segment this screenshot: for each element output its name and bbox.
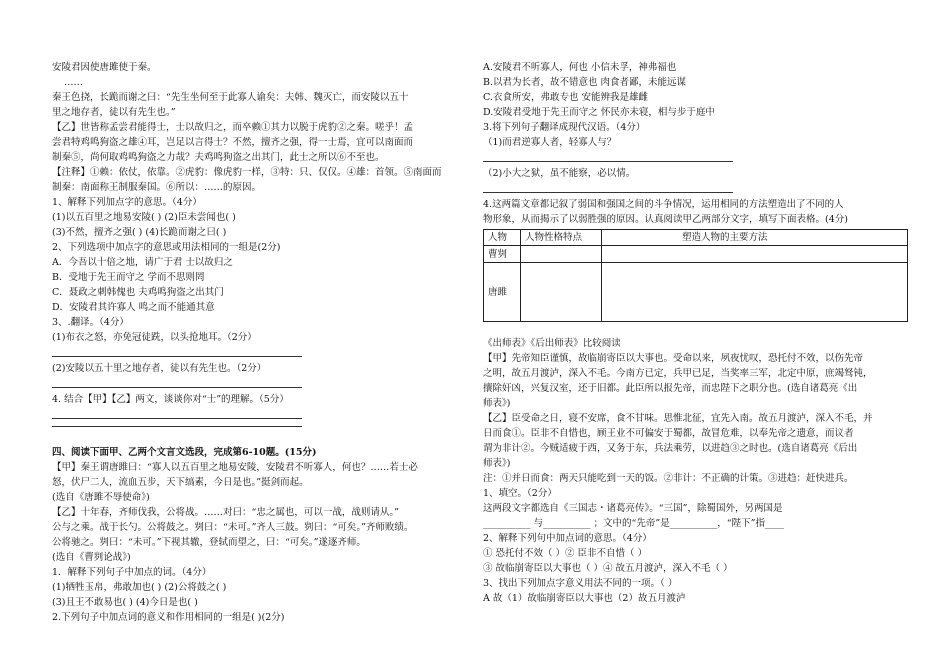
table-header-cell: 塑造人物的主要方法 (602, 230, 908, 246)
answer-cell[interactable] (521, 263, 602, 322)
fill-blank-line: __________ 与__________ ；文中的“先帝”是__________，“陛下”指____ (483, 518, 784, 529)
text-line: 制秦⑤，尚何取鸡鸣狗盗之力哉？夫鸡鸣狗盗之出其门，此士之所以⑥不至也。 (52, 152, 385, 163)
source-line: (选自《唐雎不辱使命》) (52, 492, 150, 503)
text-line: 公与之乘。战于长勺。公将鼓之。刿曰：“未可。”齐人三鼓。刿曰：“可矣。”齐师败绩。 (52, 522, 414, 533)
question-heading: 1、解释下列加点字的意思。（4分） (52, 197, 202, 208)
option-line: A 故（1）故临崩寄臣以大事也（2）故五月渡泸 (483, 593, 686, 604)
text-line: 【注释】①赖：依仗，依靠。②虎豹：像虎豹一样，③特：只、仅仅。④雄：首领。⑤南面而 (52, 167, 442, 178)
text-line: (1)以五百里之地易安陵( ) (2)臣未尝闻也( ) (52, 212, 236, 223)
option-line: C．聂政之刺韩傀也 夫鸡鸣狗盗之出其门 (52, 287, 224, 298)
table-row (484, 246, 908, 263)
table-header-cell: 人物 (484, 230, 521, 246)
text-line: (3)不然，擅齐之强( ) (4)长跪而谢之曰( ) (52, 227, 227, 238)
text-line: 物形象，从而揭示了以弱胜强的原因。认真阅读甲乙两部分文字，填写下面表格。(4分) (483, 214, 848, 225)
text-line: 怒，伏尸二人，流血五步，天下缟素，今日是也。”挺剑而起。 (52, 477, 309, 488)
table-header-cell: 人物性格特点 (521, 230, 602, 246)
text-line: 【甲】秦王谓唐雎曰：“寡人以五百里之地易安陵，安陵君不听寡人，何也？……若士必 (52, 462, 418, 473)
option-line: C.衣食所安，弗敢专也 安能辨我是雄雌 (483, 92, 648, 103)
table-row-label: 曹刿 (484, 246, 521, 263)
text-line: (2)安陵以五十里之地存者，徒以有先生也。（2分） (52, 363, 267, 374)
table-header-row (484, 230, 908, 246)
text-line: 【甲】先帝知臣谨慎，故临崩寄臣以大事也。受命以来，夙夜忧叹，恐托付不效，以伤先帝 (483, 353, 864, 364)
text-line: （1)而君逆寡人者，轻寡人与？ (483, 137, 617, 148)
answer-line (52, 425, 302, 427)
table-row-label: 唐雎 (484, 263, 521, 322)
text-line: 师表》) (483, 458, 511, 469)
text-line: 尝君特鸡鸣狗盗之雄④耳，岂足以言得士？不然，擅齐之强，得一士焉，宜可以南面而 (52, 137, 414, 148)
text-line: 这两段文字都选自《三国志・诸葛亮传》。“三国”，除蜀国外，另两国是 (483, 503, 783, 514)
answer-line (483, 160, 733, 162)
option-line: B.以君为长者，故不错意也 肉食者鄙，未能远谋 (483, 77, 687, 88)
question-heading: 3、找出下列加点字意义用法不同的一项。（ ） (483, 578, 678, 589)
text-line: （2)小大之狱，虽不能察，必以情。 (483, 168, 636, 179)
text-line: 日而食①。臣非不自惜也，顾王业不可偏安于蜀都，故冒危难，以奉先帝之遗意，而议者 (483, 428, 854, 439)
text-line: 师表》) (483, 398, 511, 409)
answer-cell[interactable] (602, 246, 908, 263)
character-analysis-table (483, 229, 908, 322)
text-line: 制秦：南面称王制服秦国。⑥所以：……的原因。 (52, 182, 262, 193)
question-heading: 2、解释下列句中加点词的意思。（4分） (483, 533, 652, 544)
answer-line (52, 417, 302, 419)
question-heading: 3、.翻译。（4分） (52, 317, 129, 328)
text-line: 安陵君因使唐雎使于秦。 (52, 62, 157, 73)
source-line: (选自《曹刿论战》) (52, 552, 131, 563)
question-heading: 1、填空。（2分） (483, 488, 557, 499)
question-heading: 2.下列句子中加点词的意义和作用相同的一组是( )(2分) (52, 612, 285, 623)
text-line: 【乙】十年春，齐师伐我，公将战。……对曰：“忠之属也，可以一战，战则请从。” (52, 507, 399, 518)
text-line: (1)布衣之怒，亦免冠徒跣，以头抢地耳。（2分） (52, 332, 257, 343)
text-line: ③ 故临崩寄臣以大事也（ ）④ 故五月渡泸，深入不毛（ ） (483, 563, 733, 574)
question-heading: 4. 结合【甲】【乙】两文，谈谈你对“士”的理解。（5分） (52, 394, 289, 405)
option-line: A.安陵君不听寡人，何也 小信未孚，神弗福也 (483, 62, 677, 73)
text-line: 谓为非计②。今贼适疲于西，又务于东，兵法乘劳，以进趋③之时也。(选自诸葛亮《后出 (483, 443, 858, 454)
question-heading: 2、下列选项中加点字的意思或用法相同的一组是(2分) (52, 242, 281, 253)
question-heading: 3.将下列句子翻译成现代汉语。（4分） (483, 122, 646, 133)
option-line: A．今吾以十倍之地，请广于君 士以故归之 (52, 257, 233, 268)
text-line: …… (64, 77, 83, 88)
text-line: 攘除奸凶，兴复汉室，还于旧都。此臣所以报先帝，而忠陛下之职分也。(选自诸葛亮《出 (483, 383, 858, 394)
table-row (484, 263, 908, 322)
question-heading: 1．解释下列句子中加点的词。（4分） (52, 567, 212, 578)
answer-cell[interactable] (521, 246, 602, 263)
text-line: 【乙】臣受命之日，寝不安席，食不甘味。思惟北征，宜先入南。故五月渡泸，深入不毛，并 (483, 413, 873, 424)
text-line: 【乙】世皆称孟尝君能得士，士以故归之，而卒赖①其力以脱于虎豹②之秦。嗟乎！孟 (52, 122, 414, 133)
text-line: (1)牺牲玉帛，弗敢加也( ) (2)公将鼓之( ) (52, 582, 227, 593)
text-line: 秦王色挠，长跪而谢之曰：“先生坐何至于此寡人谕矣：夫韩、魏灭亡，而安陵以五十 (52, 92, 409, 103)
text-line: (3)且王不敢易也( ) (4)今日是也( ) (52, 597, 198, 608)
answer-line (52, 386, 302, 388)
option-line: D.安陵君受地于先王而守之 怀民亦未寝，相与步于庭中 (483, 107, 715, 118)
text-line: 里之地存者，徒以有先生也。” (52, 107, 176, 118)
section-heading: 《出师表》《后出师表》比较阅读 (483, 338, 621, 349)
answer-cell[interactable] (602, 263, 908, 322)
question-heading: 4.这两篇文章都记叙了弱国和强国之间的斗争情况，运用相同的方法塑造出了不同的人 (483, 199, 844, 210)
note-line: 注：①并日而食：两天只能吃到一天的饭。②非计：不正确的计策。③进趋：赶快进兵。 (483, 473, 854, 484)
text-line: ① 恐托付不效（ ）② 臣非不自惜（ ） (483, 548, 648, 559)
text-line: 之明，故五月渡泸，深入不毛。今南方已定，兵甲已足，当奖率三军，北定中原，庶竭驽钝， (483, 368, 873, 379)
option-line: B．受地于先王而守之 学而不思则罔 (52, 272, 205, 283)
text-line: 公将驰之。刿曰：“未可。”下视其辙，登轼而望之，曰：“可矣。”遂逐齐师。 (52, 537, 366, 548)
section-heading: 四、阅读下面甲、乙两个文言文选段，完成第6-10题。(15分) (52, 447, 317, 458)
answer-line (483, 191, 733, 193)
answer-line (52, 355, 302, 357)
right-column (483, 60, 908, 606)
option-line: D．安陵君其许寡人 鸣之而不能通其意 (52, 302, 215, 313)
left-column (52, 60, 462, 625)
